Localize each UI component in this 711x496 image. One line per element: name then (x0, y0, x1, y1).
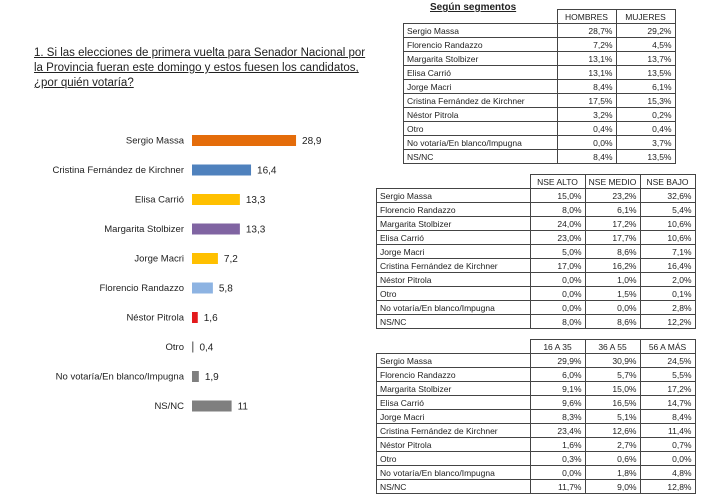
row-label: Elisa Carrió (377, 231, 531, 245)
data-label: 7,2 (223, 254, 238, 265)
bar (192, 194, 240, 205)
row-label: Margarita Stolbizer (377, 217, 531, 231)
table-row (377, 480, 696, 494)
bar (192, 283, 213, 294)
cell-value: 7,1% (640, 245, 695, 259)
cell-value: 1,8% (585, 466, 640, 480)
row-label: NS/NC (377, 315, 531, 329)
row-label: NS/NC (404, 150, 558, 164)
cell-value: 0,3% (530, 452, 585, 466)
table-row (377, 424, 696, 438)
header-blank (377, 175, 531, 189)
bar (192, 371, 199, 382)
cell-value: 8,4% (557, 150, 616, 164)
table-row (377, 217, 696, 231)
row-label: NS/NC (377, 480, 531, 494)
cell-value: 8,0% (530, 203, 585, 217)
cell-value: 13,1% (557, 52, 616, 66)
cell-value: 11,7% (530, 480, 585, 494)
category-label: Jorge Macri (134, 253, 184, 265)
cell-value: 5,4% (640, 203, 695, 217)
header-blank (404, 10, 558, 24)
row-label: Cristina Fernández de Kirchner (377, 259, 531, 273)
column-header: NSE MEDIO (585, 175, 640, 189)
cell-value: 8,3% (530, 410, 585, 424)
table-row (404, 108, 676, 122)
cell-value: 13,5% (616, 150, 675, 164)
table-row (404, 38, 676, 52)
data-label: 16,4 (257, 165, 277, 177)
cell-value: 10,6% (640, 217, 695, 231)
row-label: Sergio Massa (377, 354, 531, 368)
data-label: 13,3 (245, 195, 266, 206)
cell-value: 15,0% (530, 189, 585, 203)
table-row (377, 396, 696, 410)
table-row (377, 382, 696, 396)
data-label: 11 (237, 401, 248, 413)
cell-value: 13,7% (616, 52, 675, 66)
cell-value: 0,0% (530, 301, 585, 315)
cell-value: 16,4% (640, 259, 695, 273)
column-header: 56 A MÁS (640, 340, 695, 354)
cell-value: 9,6% (530, 396, 585, 410)
table-row (404, 94, 676, 108)
table-row (377, 203, 696, 217)
cell-value: 2,7% (585, 438, 640, 452)
row-label: Margarita Stolbizer (377, 382, 531, 396)
table-row (377, 410, 696, 424)
cell-value: 12,6% (585, 424, 640, 438)
cell-value: 1,0% (585, 273, 640, 287)
cell-value: 2,8% (640, 301, 695, 315)
bar (192, 401, 232, 412)
table-row (377, 259, 696, 273)
cell-value: 2,0% (640, 273, 695, 287)
cell-value: 0,4% (557, 122, 616, 136)
table-row (377, 189, 696, 203)
cell-value: 14,7% (640, 396, 695, 410)
cell-value: 23,4% (530, 424, 585, 438)
cell-value: 4,8% (640, 466, 695, 480)
table-row (404, 24, 676, 38)
cell-value: 1,6% (530, 438, 585, 452)
table-row (377, 466, 696, 480)
table-row (377, 315, 696, 329)
cell-value: 29,9% (530, 354, 585, 368)
cell-value: 0,0% (530, 273, 585, 287)
nse-table (376, 174, 696, 329)
cell-value: 8,0% (530, 315, 585, 329)
table-row (377, 354, 696, 368)
row-label: Cristina Fernández de Kirchner (377, 424, 531, 438)
cell-value: 17,2% (585, 217, 640, 231)
column-header: 16 A 35 (530, 340, 585, 354)
row-label: No votaría/En blanco/Impugna (404, 136, 558, 150)
table-row (377, 231, 696, 245)
row-label: Jorge Macri (377, 410, 531, 424)
cell-value: 24,5% (640, 354, 695, 368)
cell-value: 24,0% (530, 217, 585, 231)
category-label: Margarita Stolbizer (104, 224, 184, 235)
column-header: 36 A 55 (585, 340, 640, 354)
table-row (404, 122, 676, 136)
cell-value: 32,6% (640, 189, 695, 203)
row-label: Margarita Stolbizer (404, 52, 558, 66)
cell-value: 16,2% (585, 259, 640, 273)
bar (192, 165, 251, 176)
cell-value: 1,5% (585, 287, 640, 301)
data-label: 5,8 (218, 283, 233, 295)
row-label: Sergio Massa (404, 24, 558, 38)
table-row (404, 66, 676, 80)
category-label: Elisa Carrió (134, 194, 184, 206)
category-label: Néstor Pitrola (126, 312, 184, 324)
cell-value: 17,0% (530, 259, 585, 273)
cell-value: 17,5% (557, 94, 616, 108)
gender-table (403, 9, 676, 164)
row-label: Florencio Randazzo (377, 203, 531, 217)
row-label: Cristina Fernández de Kirchner (404, 94, 558, 108)
cell-value: 4,5% (616, 38, 675, 52)
cell-value: 0,0% (530, 287, 585, 301)
row-label: No votaría/En blanco/Impugna (377, 466, 531, 480)
cell-value: 0,0% (530, 466, 585, 480)
cell-value: 12,8% (640, 480, 695, 494)
cell-value: 11,4% (640, 424, 695, 438)
data-label: 0,4 (199, 342, 214, 354)
row-label: Jorge Macri (404, 80, 558, 94)
table-row (404, 136, 676, 150)
cell-value: 13,5% (616, 66, 675, 80)
cell-value: 16,5% (585, 396, 640, 410)
category-label: NS/NC (154, 401, 184, 412)
column-header: NSE ALTO (530, 175, 585, 189)
cell-value: 6,1% (585, 203, 640, 217)
data-label: 1,9 (204, 372, 219, 383)
row-label: No votaría/En blanco/Impugna (377, 301, 531, 315)
bar (192, 253, 218, 264)
row-label: Elisa Carrió (377, 396, 531, 410)
cell-value: 8,4% (557, 80, 616, 94)
category-label: Cristina Fernández de Kirchner (52, 165, 184, 176)
cell-value: 0,1% (640, 287, 695, 301)
cell-value: 30,9% (585, 354, 640, 368)
category-label: Florencio Randazzo (99, 283, 184, 294)
cell-value: 7,2% (557, 38, 616, 52)
cell-value: 8,4% (640, 410, 695, 424)
age-table (376, 339, 696, 494)
column-header: NSE BAJO (640, 175, 695, 189)
cell-value: 9,0% (585, 480, 640, 494)
data-label: 1,6 (203, 313, 218, 324)
data-label: 28,9 (302, 136, 322, 147)
row-label: Florencio Randazzo (377, 368, 531, 382)
row-label: Otro (377, 287, 531, 301)
row-label: Florencio Randazzo (404, 38, 558, 52)
cell-value: 3,2% (557, 108, 616, 122)
bar (192, 312, 198, 323)
cell-value: 0,7% (640, 438, 695, 452)
header-blank (377, 340, 531, 354)
cell-value: 5,0% (530, 245, 585, 259)
table-row (404, 80, 676, 94)
row-label: Jorge Macri (377, 245, 531, 259)
cell-value: 6,1% (616, 80, 675, 94)
table-row (377, 301, 696, 315)
table-row (377, 287, 696, 301)
cell-value: 23,0% (530, 231, 585, 245)
row-label: Néstor Pitrola (377, 438, 531, 452)
row-label: Néstor Pitrola (377, 273, 531, 287)
cell-value: 5,1% (585, 410, 640, 424)
segments-title: Según segmentos (430, 2, 517, 13)
bar (192, 224, 240, 235)
category-label: No votaría/En blanco/Impugna (55, 371, 184, 383)
cell-value: 6,0% (530, 368, 585, 382)
bar (192, 135, 296, 146)
cell-value: 0,0% (557, 136, 616, 150)
cell-value: 13,1% (557, 66, 616, 80)
cell-value: 8,6% (585, 315, 640, 329)
cell-value: 15,3% (616, 94, 675, 108)
bar-chart (0, 125, 360, 425)
cell-value: 0,6% (585, 452, 640, 466)
cell-value: 29,2% (616, 24, 675, 38)
cell-value: 3,7% (616, 136, 675, 150)
row-label: Otro (404, 122, 558, 136)
question-title: 1. Si las elecciones de primera vuelta para Senador Nacional por la Provincia fueran este domingo y estos fuesen los candidatos, ¿por quién votaría? (34, 47, 366, 89)
cell-value: 9,1% (530, 382, 585, 396)
row-label: Otro (377, 452, 531, 466)
category-label: Sergio Massa (125, 135, 184, 147)
cell-value: 23,2% (585, 189, 640, 203)
category-label: Otro (165, 342, 184, 353)
table-row (404, 52, 676, 66)
row-label: Sergio Massa (377, 189, 531, 203)
table-row (404, 150, 676, 164)
cell-value: 0,2% (616, 108, 675, 122)
column-header: HOMBRES (557, 10, 616, 24)
cell-value: 0,0% (640, 452, 695, 466)
cell-value: 5,7% (585, 368, 640, 382)
table-row (377, 245, 696, 259)
data-label: 13,3 (245, 224, 266, 236)
table-row (377, 368, 696, 382)
cell-value: 28,7% (557, 24, 616, 38)
column-header: MUJERES (616, 10, 675, 24)
cell-value: 8,6% (585, 245, 640, 259)
cell-value: 0,0% (585, 301, 640, 315)
cell-value: 5,5% (640, 368, 695, 382)
cell-value: 17,2% (640, 382, 695, 396)
table-row (377, 438, 696, 452)
table-row (377, 452, 696, 466)
cell-value: 0,4% (616, 122, 675, 136)
bar (192, 342, 193, 353)
table-row (377, 273, 696, 287)
row-label: Néstor Pitrola (404, 108, 558, 122)
cell-value: 12,2% (640, 315, 695, 329)
cell-value: 10,6% (640, 231, 695, 245)
cell-value: 15,0% (585, 382, 640, 396)
cell-value: 17,7% (585, 231, 640, 245)
row-label: Elisa Carrió (404, 66, 558, 80)
